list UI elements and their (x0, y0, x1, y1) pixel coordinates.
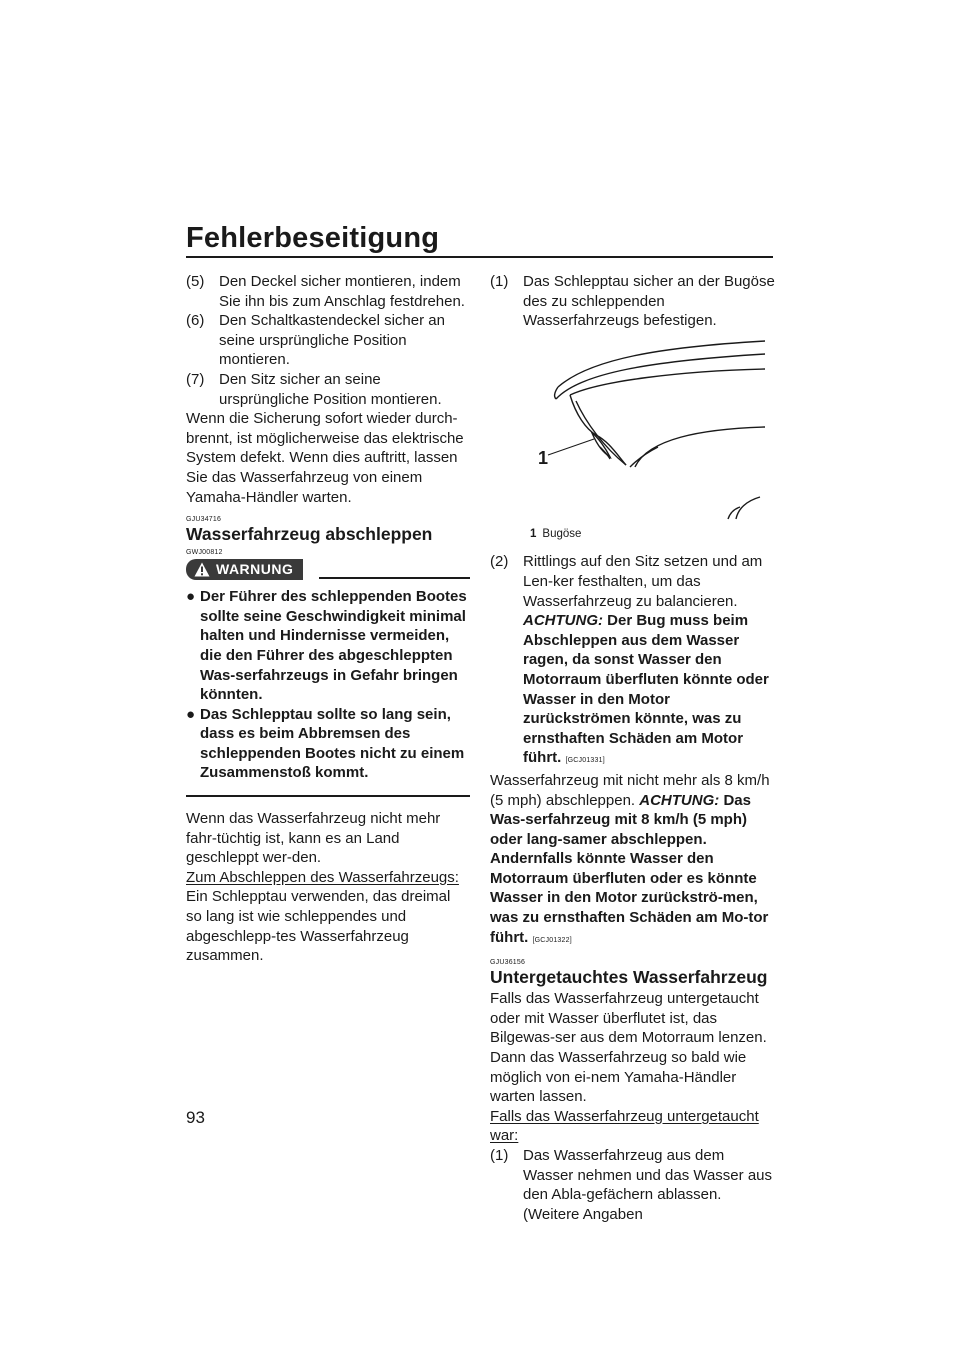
step-text: Den Sitz sicher an seine ursprüngliche Position montieren. (219, 370, 442, 408)
warning-item (186, 705, 470, 783)
step-item (490, 552, 775, 771)
step-number: (5) (186, 273, 205, 290)
caution-label: ACHTUNG: (639, 791, 720, 809)
step-number: (1) (490, 1147, 509, 1164)
section-code: GJU36156 (490, 959, 526, 967)
step-item (186, 370, 470, 409)
caution-text: Der Bug muss beim Abschleppen aus dem Wasser ragen, da sonst Wasser den Motorraum überfluten könnte oder Wasser in den Motor zurückströmen könnte, was zu ernsthaften Schäden am Motor führt. (523, 612, 769, 767)
step-number: (6) (186, 312, 205, 330)
bow-eye-figure (530, 339, 770, 521)
tow-intro: Wenn das Wasserfahrzeug nicht mehr fahr-tüchtig ist, kann es an Land geschleppt wer-den. (186, 810, 441, 867)
caution-text: Das Was-serfahrzeug mit 8 km/h (5 mph) oder lang-samer abschleppen. Andernfalls könnte Wasser den Motorraum überfluten oder es könnte Wasser in den Motor zurückströ-men, was zu ernsthaften Schäden am Mo-tor führt. (490, 791, 769, 946)
warning-badge (186, 559, 303, 580)
step-item (490, 272, 775, 331)
section-heading-towing: Wasserfahrzeug abschleppen (186, 524, 433, 545)
figure-callout: 1 (538, 447, 549, 468)
caption-text: Bugöse (542, 527, 582, 540)
caution-code: [GCJ01322] (532, 936, 572, 944)
fuse-note: Wenn die Sicherung sofort wieder durch-brennt, ist möglicherweise das elektrische System defekt. Wenn dies auftritt, lassen Sie das Wasserfahrzeug von einem Yamaha-Händler warten. (186, 410, 464, 506)
warning-body (186, 580, 470, 797)
page-number: 93 (186, 1108, 205, 1127)
caption-number: 1 (530, 527, 537, 540)
step-text (523, 552, 775, 771)
step-item (186, 272, 470, 311)
warning-header (186, 559, 470, 580)
section-code: GJU34716 (186, 516, 222, 524)
submerged-subheading: Falls das Wasserfahrzeug untergetaucht war: (490, 1107, 759, 1145)
caution-label: ACHTUNG: (523, 612, 603, 630)
bow-illustration (530, 339, 770, 521)
warning-item-text: Das Schlepptau sollte so lang sein, dass es beim Abbremsen des schleppenden Bootes nicht zu einem Zusammenstoß kommt. (200, 705, 465, 782)
warning-item-text: Der Führer des schleppenden Bootes sollte seine Geschwindigkeit minimal halten und Hindernisse vermeiden, die den Führer des abgeschleppten Was-serfahrzeugs in Gefahr bringen könnten. (200, 588, 467, 704)
warning-triangle-icon (194, 562, 210, 577)
step-number: (2) (490, 553, 509, 571)
section-heading-submerged: Untergetauchtes Wasserfahrzeug (490, 967, 768, 988)
warning-rule (319, 577, 470, 579)
bullet-icon: ● (186, 705, 196, 723)
left-column (186, 272, 470, 966)
step-number: (7) (186, 370, 205, 388)
step-item (490, 1146, 775, 1224)
warning-item (186, 587, 470, 705)
right-column (490, 272, 775, 1224)
step-text: Das Wasserfahrzeug aus dem Wasser nehmen und das Wasser aus den Abla-gefächern ablassen. (Weitere Angaben (523, 1147, 773, 1223)
step-text: Den Schaltkastendeckel sicher an seine ursprüngliche Position montieren. (219, 312, 445, 369)
page-title: Fehlerbeseitigung (186, 222, 440, 254)
tow-subheading: Zum Abschleppen des Wasserfahrzeugs: (186, 868, 459, 886)
step-number: (1) (490, 273, 509, 290)
speed-text: Wasserfahrzeug mit nicht mehr als 8 km/h (5 mph) abschleppen. (490, 771, 770, 809)
step-text: Den Deckel sicher montieren, indem Sie ihn bis zum Anschlag festdrehen. (219, 273, 465, 310)
warning-code: GWJ00812 (186, 549, 223, 557)
submerged-intro: Falls das Wasserfahrzeug untergetaucht oder mit Wasser überflutet ist, das Bilgewas-ser aus dem Motorraum lenzen. Dann das Wasserfahrzeug so bald wie möglich von ei-nem Yamaha-Händler warten lassen. (490, 990, 767, 1106)
caution-code: [GCJ01331] (565, 757, 605, 765)
header-rule (186, 256, 773, 258)
speed-paragraph (490, 771, 775, 950)
step-item (186, 311, 470, 370)
step-text: Das Schlepptau sicher an der Bugöse des zu schleppenden Wasserfahrzeugs befestigen. (523, 273, 775, 330)
warning-label: WARNUNG (216, 560, 294, 577)
figure-caption (530, 525, 775, 545)
bullet-icon: ● (186, 588, 196, 606)
step2-text: Rittlings auf den Sitz setzen und am Len-ker festhalten, um das Wasserfahrzeug zu balancieren. (523, 553, 763, 610)
tow-text: Ein Schlepptau verwenden, das dreimal so lang ist wie schleppendes und abgeschlepp-tes Wasserfahrzeug zusammen. (186, 888, 451, 965)
